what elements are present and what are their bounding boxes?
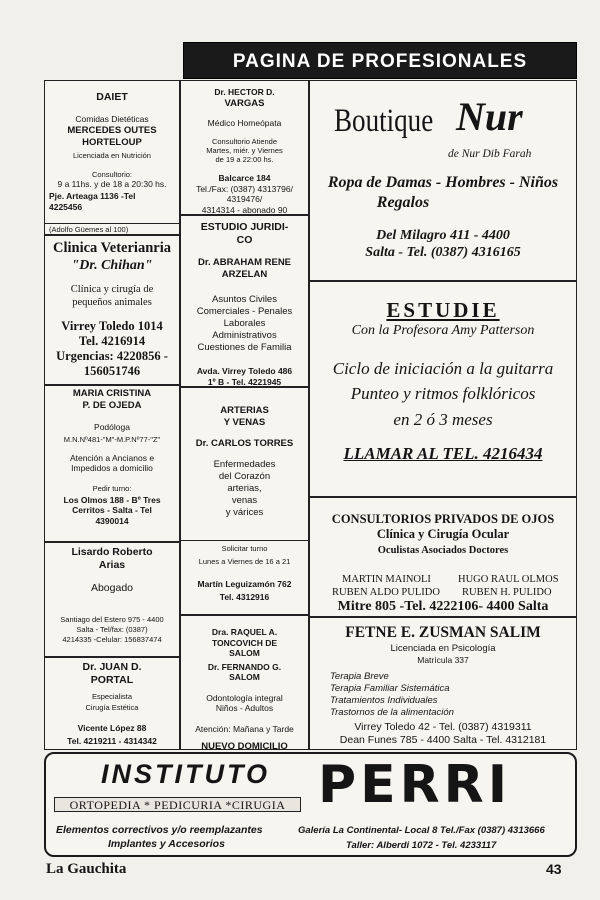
arzelan-a1: Asuntos Civiles: [212, 294, 277, 305]
daiet-note: (Adolfo Güemes al 100): [49, 225, 129, 234]
torres-doctor: Dr. CARLOS TORRES: [195, 438, 294, 449]
arias-role: Abogado: [90, 582, 134, 594]
zusman-t2: Terapia Familiar Sistemática: [330, 683, 450, 694]
portal-role1: Especialista: [91, 692, 133, 701]
boutique-name: Nur: [456, 94, 523, 139]
zusman-role: Licenciada en Psicología: [390, 643, 496, 654]
salom-hours: Atención: Mañana y Tarde: [195, 723, 294, 734]
ojeda-name1: MARIA CRISTINA: [72, 388, 152, 399]
zusman-t3: Tratamientos Individuales: [330, 695, 438, 706]
daiet-name: DAIET: [96, 91, 128, 103]
boutique-address: Del Milagro 411 - 4400: [376, 228, 510, 243]
ad-salom: [180, 615, 309, 750]
ad-estudie: [309, 281, 577, 497]
salom-n5: SALOM: [229, 672, 260, 682]
perri-line1: Elementos correctivos y/o reemplazantes: [56, 824, 263, 836]
ad-daiet: [44, 80, 180, 235]
estudie-title: ESTUDIE: [386, 298, 500, 322]
boutique-owner: de Nur Dib Farah: [448, 148, 532, 160]
estudie-call: LLAMAR AL TEL. 4216434: [343, 444, 543, 463]
torres-name1: ARTERIAS: [220, 405, 269, 416]
ojeda-turno: Pedir turno:: [92, 483, 132, 493]
ad-arias: [44, 542, 180, 657]
portal-tel: Tel. 4219211 - 4314342: [67, 735, 157, 746]
vargas-name1: Dr. HECTOR D.: [214, 87, 275, 97]
ojos-doc3: RUBEN ALDO PULIDO: [332, 587, 440, 598]
ojeda-desc1: Atención a Ancianos e: [69, 452, 155, 463]
page-title: PAGINA DE PROFESIONALES: [232, 51, 528, 72]
ojeda-address1: Los Olmos 188 - Bº Tres: [63, 494, 161, 505]
ad-perri: [44, 752, 577, 857]
zusman-address1: Virrey Toledo 42 - Tel. (0387) 4319311: [354, 721, 532, 733]
ojeda-role: Podóloga: [94, 422, 130, 432]
vet-urg1: Urgencias: 4220856 -: [56, 349, 168, 363]
arias-name1: Lisardo Roberto: [71, 546, 153, 558]
arzelan-a4: Administrativos: [212, 330, 277, 341]
boutique-word: Boutique: [334, 103, 434, 139]
ad-vet: [44, 235, 180, 385]
torres-name2: Y VENAS: [223, 417, 266, 428]
arzelan-a2: Comerciales - Penales: [196, 306, 293, 317]
arzelan-a5: Cuestiones de Familia: [197, 342, 292, 353]
perri-services: ORTOPEDIA * PEDICURIA *CIRUGIA: [69, 798, 286, 812]
salom-note: NUEVO DOMICILIO: [201, 741, 288, 752]
boutique-line1: Ropa de Damas - Hombres - Niños: [327, 174, 559, 191]
portal-role2: Cirugía Estética: [85, 703, 139, 712]
torres-address: Martín Leguizamón 762: [197, 579, 292, 589]
ojos-doc1: MARTIN MAINOLI: [342, 574, 431, 585]
arias-address3: 4214335 -Celular: 156837474: [62, 635, 162, 644]
salom-n2: TONCOVICH DE: [211, 637, 278, 648]
ojeda-address2: Cerritos - Salta - Tel: [72, 505, 152, 515]
vet-desc1: Clínica y cirugía de: [70, 284, 154, 295]
torres-hours: Lunes a Viernes de 16 a 21: [198, 557, 291, 566]
estudie-l2: Punteo y ritmos folklóricos: [350, 384, 536, 403]
page-number: 43: [546, 861, 562, 877]
ad-torres: [180, 387, 309, 615]
boutique-line2: Regalos: [376, 194, 430, 211]
ojeda-name2: P. DE OJEDA: [82, 400, 142, 411]
estudie-l1: Ciclo de iniciación a la guitarra: [332, 359, 554, 378]
ojeda-address3: 4390014: [95, 515, 129, 526]
vargas-address: Balcarce 184: [218, 173, 271, 183]
vargas-name2: VARGAS: [224, 97, 265, 109]
vet-tel: Tel. 4216914: [78, 334, 146, 348]
torres-tel: Tel. 4312916: [219, 591, 270, 602]
portal-address: Vicente López 88: [77, 723, 147, 733]
zusman-address2: Dean Funes 785 - 4400 Salta - Tel. 4312181: [339, 734, 547, 746]
ojos-team: Oculistas Asociados Doctores: [377, 545, 509, 556]
salom-n3: SALOM: [229, 648, 260, 658]
ad-ojeda: [44, 385, 180, 542]
torres-d3: arterias,: [227, 483, 262, 494]
arzelan-address2: 1º B - Tel. 4221945: [207, 376, 282, 387]
vet-doctor: "Dr. Chihan": [71, 258, 153, 273]
torres-d4: venas: [231, 495, 258, 506]
portal-name1: Dr. JUAN D.: [82, 661, 142, 673]
daiet-hours: 9 a 11hs. y de 18 a 20:30 hs.: [57, 178, 167, 189]
ojos-doc2: HUGO RAUL OLMOS: [458, 574, 559, 585]
vet-urg2: 156051746: [83, 364, 141, 378]
daiet-role: Licenciada en Nutrición: [73, 150, 151, 160]
ad-zusman: [309, 617, 577, 750]
torres-d1: Enfermedades: [213, 459, 276, 470]
ad-portal: [44, 657, 180, 750]
zusman-t4: Trastornos de la alimentación: [330, 707, 454, 718]
ad-boutique: [309, 80, 577, 281]
vargas-hours2: Martes, miér. y Viernes: [206, 146, 283, 155]
daiet-owner1: MERCEDES OUTES: [67, 124, 157, 136]
arzelan-lawyer2: ARZELAN: [221, 269, 268, 280]
torres-d5: y várices: [225, 507, 264, 518]
zusman-license: Matrícula 337: [417, 655, 469, 665]
ojos-title: CONSULTORIOS PRIVADOS DE OJOS: [331, 512, 555, 526]
vargas-hours1: Consultorio Atiende: [211, 137, 278, 146]
salom-n4: Dr. FERNANDO G.: [207, 661, 282, 672]
daiet-owner2: HORTELOUP: [82, 136, 142, 148]
perri-address1: Galería La Continental- Local 8 Tel./Fax (0387) 4313666: [298, 825, 545, 836]
vargas-tel1: Tel./Fax: (0387) 4313796/: [196, 183, 293, 194]
torres-turno: Solicitar turno: [221, 544, 268, 553]
vargas-tel2: 4319476/: [226, 194, 263, 204]
vargas-tel3: 4314314 - abonado 90: [201, 204, 288, 215]
vargas-role: Médico Homeópata: [207, 117, 282, 128]
vet-desc2: pequeños animales: [72, 297, 152, 308]
ojeda-desc2: Impedidos a domicilio: [71, 463, 153, 473]
arias-address1: Santiago del Estero 975 - 4400: [60, 615, 164, 624]
publication-name: La Gauchita: [46, 861, 127, 877]
daiet-line1: Comidas Dietéticas: [75, 114, 149, 124]
salom-r2: Niños - Adultos: [215, 703, 274, 713]
perri-instituto: INSTITUTO: [101, 759, 271, 789]
torres-d2: del Corazón: [218, 471, 271, 482]
vet-name: Clinica Veterianria: [52, 240, 171, 256]
salom-r1: Odontología integral: [206, 692, 283, 703]
ojeda-license: M.N.Nº481-"M"-M.P.Nº77-"Z": [63, 434, 161, 444]
arias-address2: Salta - Tel/fax: (0387): [76, 625, 148, 634]
vargas-hours3: de 19 a 22:00 hs.: [215, 155, 274, 164]
boutique-tel: Salta - Tel. (0387) 4316165: [365, 245, 521, 260]
portal-name2: PORTAL: [90, 674, 134, 686]
ojos-doc4: RUBEN H. PULIDO: [462, 587, 552, 598]
vet-address: Virrey Toledo 1014: [61, 319, 163, 333]
zusman-name: FETNE E. ZUSMAN SALIM: [345, 624, 541, 641]
page-header: [183, 42, 577, 79]
daiet-address1: Pje. Arteaga 1136 -Tel: [49, 191, 136, 201]
perri-line2: Implantes y Accesorios: [108, 838, 225, 850]
ad-arzelan: [180, 215, 309, 387]
ojos-subtitle: Clínica y Cirugía Ocular: [376, 527, 510, 541]
perri-address2: Taller: Alberdi 1072 - Tel. 4233117: [346, 840, 497, 851]
daiet-hours-label: Consultorio:: [91, 169, 133, 179]
arzelan-address1: Avda. Virrey Toledo 486: [196, 366, 293, 376]
estudie-l3: en 2 ó 3 meses: [393, 410, 493, 429]
arias-name2: Arias: [98, 559, 126, 571]
daiet-address2: 4225456: [49, 201, 83, 212]
arzelan-name1: ESTUDIO JURIDI-: [200, 221, 289, 233]
ojos-address: Mitre 805 -Tel. 4222106- 4400 Salta: [337, 599, 549, 614]
arzelan-name2: CO: [236, 234, 253, 246]
estudie-teacher: Con la Profesora Amy Patterson: [351, 323, 535, 338]
ad-ojos: [309, 497, 577, 617]
zusman-t1: Terapia Breve: [330, 671, 389, 682]
arzelan-a3: Laborales: [223, 318, 266, 329]
perri-name: PERRI: [318, 755, 512, 815]
salom-n1: Dra. RAQUEL A.: [211, 627, 278, 637]
arzelan-lawyer1: Dr. ABRAHAM RENE: [197, 257, 292, 268]
